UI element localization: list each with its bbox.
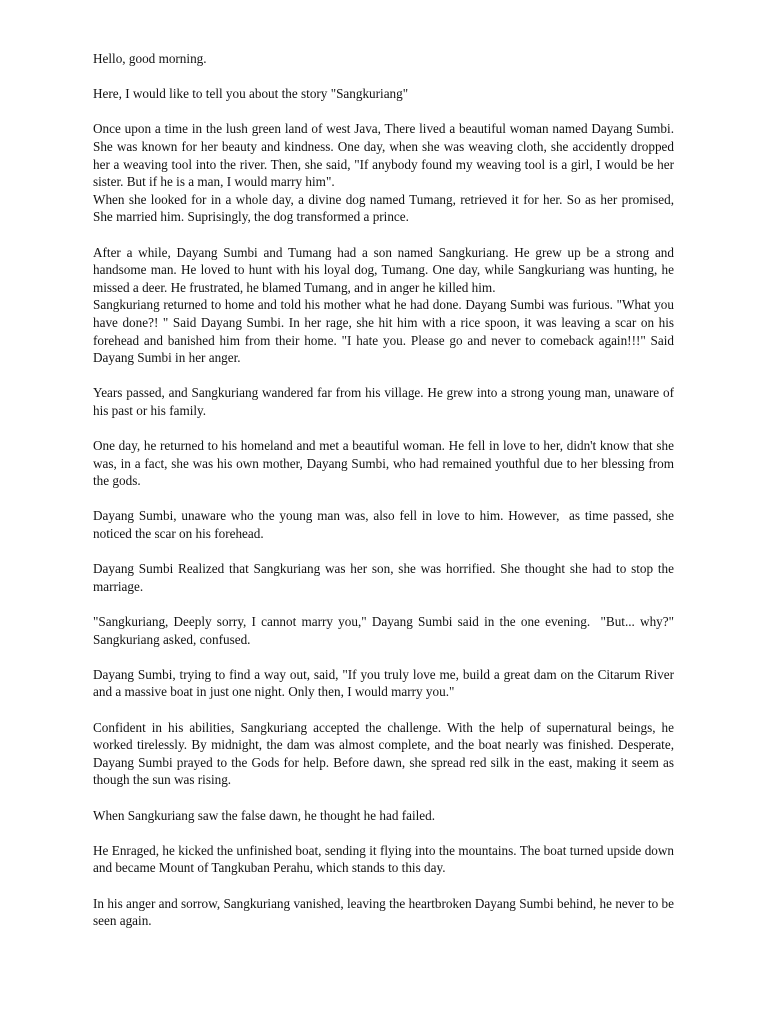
paragraph-story-7: "Sangkuriang, Deeply sorry, I cannot marry you," Dayang Sumbi said in the one evening. "But... why?" Sangkuriang asked, confused.: [93, 614, 678, 647]
paragraph-story-6: Dayang Sumbi Realized that Sangkuriang was her son, she was horrified. She thought she had to stop the marriage.: [93, 561, 678, 594]
paragraph-story-12: In his anger and sorrow, Sangkuriang vanished, leaving the heartbroken Dayang Sumbi behind, he never to be seen again.: [93, 895, 678, 929]
paragraph-story-11: He Enraged, he kicked the unfinished boat, sending it flying into the mountains. The boat turned upside down and became Mount of Tangkuban Perahu, which stands to this day.: [93, 842, 678, 876]
paragraph-story-1: Once upon a time in the lush green land of west Java, There lived a beautiful woman named Dayang Sumbi. She was known for her beauty and kindness. One day, when she was weaving cloth, she accidently dropped her a weaving tool into the river. Then, she said, "If anybody found my weaving tool is a girl, I would be her sister. But if he is a man, I would marry him". When she looked for in a whole day, a divine dog named Tumang, retrieved it for her. So as her promised, She married him. Suprisingly, the dog transformed a prince.: [93, 121, 674, 225]
paragraph-story-9: Confident in his abilities, Sangkuriang accepted the challenge. With the help of supernatural beings, he worked tirelessly. By midnight, the dam was almost complete, and the boat nearly was finished. Desperate, Dayang Sumbi prayed to the Gods for help. Before dawn, she spread red silk in the east, making it seem as though the sun was rising.: [93, 719, 678, 788]
paragraph-story-5: Dayang Sumbi, unaware who the young man was, also fell in love to him. However, as time passed, she noticed the scar on his forehead.: [93, 508, 678, 542]
paragraph-story-4: One day, he returned to his homeland and met a beautiful woman. He fell in love to her, didn't know that she was, in a fact, she was his own mother, Dayang Sumbi, who had remained youthful due to her blessing from the gods.: [93, 438, 678, 489]
paragraph-story-10: When Sangkuriang saw the false dawn, he thought he had failed.: [93, 807, 436, 823]
paragraph-story-2: After a while, Dayang Sumbi and Tumang had a son named Sangkuriang. He grew up be a strong and handsome man. He loved to hunt with his loyal dog, Tumang. One day, while Sangkuriang was hunting, he missed a deer. He frustrated, he blamed Tumang, and in anger he killed him. Sangkuriang returned to home and told his mother what he had done. Dayang Sumbi was furious. "What you have done?! " Said Dayang Sumbi. In her rage, she hit him with a rice spoon, it was leaving a scar on his forehead and banished him from their home. "I hate you. Please go and never to comeback again!!!" Said Dayang Sumbi in her anger.: [93, 244, 674, 366]
paragraph-intro: Here, I would like to tell you about the story "Sangkuriang": [93, 86, 409, 102]
paragraph-greeting: Hello, good morning.: [93, 51, 207, 66]
paragraph-story-8: Dayang Sumbi, trying to find a way out, said, "If you truly love me, build a great dam on the Citarum River and a massive boat in just one night. Only then, I would marry you.": [93, 666, 678, 700]
document-page: [93, 50, 678, 947]
paragraph-story-3: Years passed, and Sangkuriang wandered far from his village. He grew into a strong young man, unaware of his past or his family.: [93, 385, 678, 418]
